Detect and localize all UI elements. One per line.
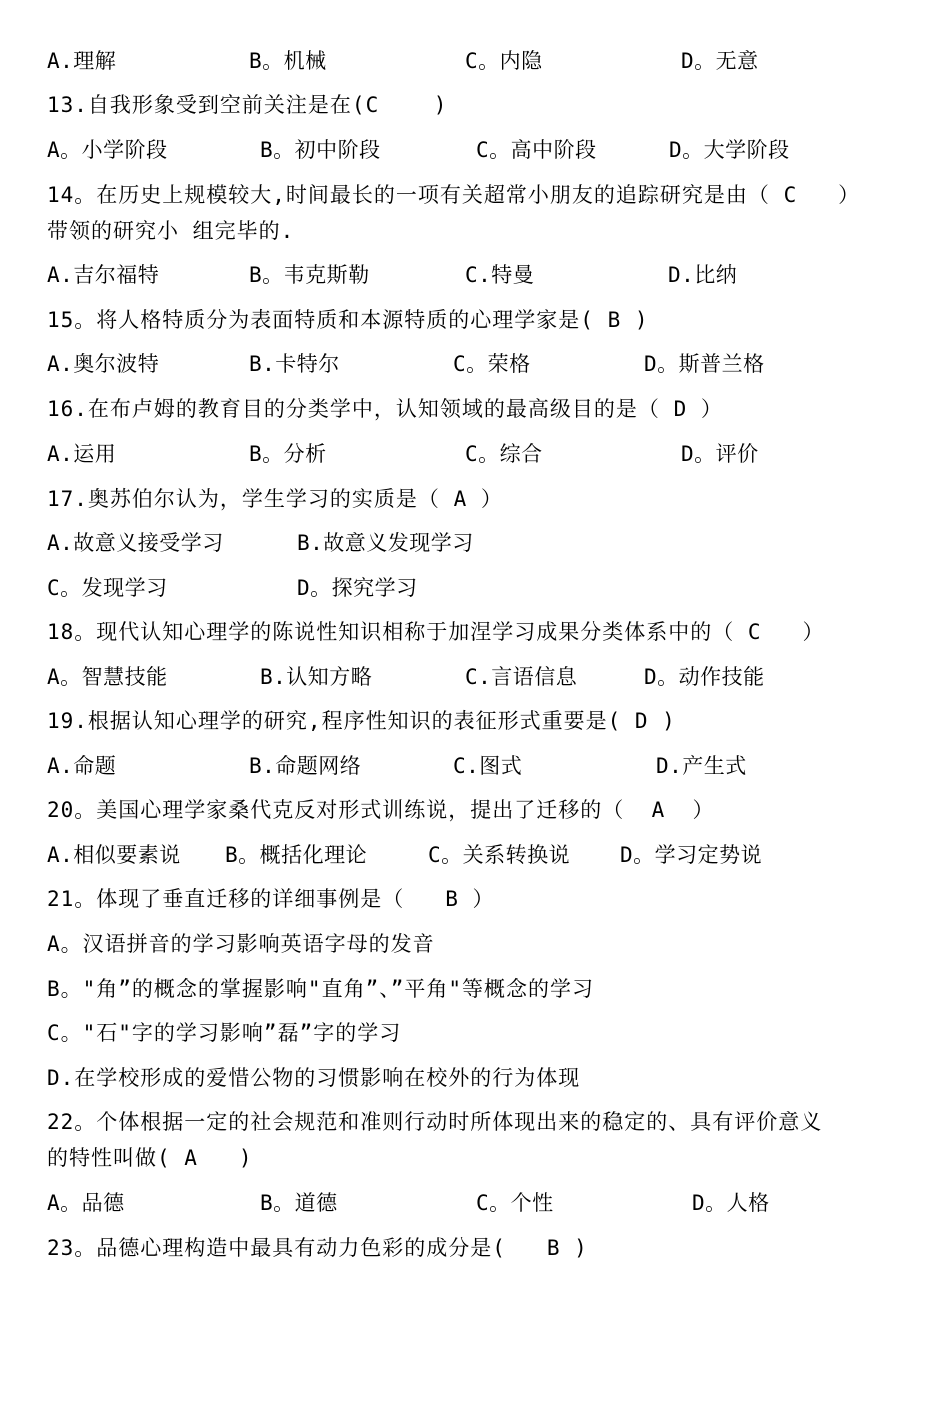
option-a: A。小学阶段 <box>47 138 168 162</box>
option-c: C。内隐 <box>465 49 543 73</box>
options-row-20 <box>47 837 910 873</box>
option-c: C。发现学习 <box>47 576 168 600</box>
option-a-line: A。汉语拼音的学习影响英语字母的发音 <box>47 932 435 956</box>
option-d: D.比纳 <box>668 263 738 287</box>
option-c-line: C。"石"字的学习影响”磊”字的学习 <box>47 1021 402 1045</box>
question-22-cont: 的特性叫做( A ) <box>47 1146 253 1170</box>
option-b: B。概括化理论 <box>225 843 368 867</box>
option-d: D。无意 <box>681 49 759 73</box>
option-d: D。人格 <box>692 1191 770 1215</box>
option-d: D.产生式 <box>656 754 747 778</box>
question-14-cont: 带领的研究小 组完毕的. <box>47 219 295 243</box>
question-16: 16.在布卢姆的教育目的分类学中，认知领域的最高级目的是（ D ） <box>47 397 723 421</box>
option-b: B.认知方略 <box>260 665 373 689</box>
option-d-line: D.在学校形成的爱惜公物的习惯影响在校外的行为体现 <box>47 1066 581 1090</box>
option-a: A.理解 <box>47 49 117 73</box>
option-a: A。智慧技能 <box>47 665 168 689</box>
options-row-13 <box>47 132 910 168</box>
option-b: B.命题网络 <box>249 754 362 778</box>
option-a: A.奥尔波特 <box>47 352 160 376</box>
options-row-14 <box>47 257 910 293</box>
options-row-15 <box>47 346 910 382</box>
option-b: B.故意义发现学习 <box>297 531 474 555</box>
option-a: A.相似要素说 <box>47 843 181 867</box>
question-21: 21。体现了垂直迁移的详细事例是（ B ） <box>47 887 495 911</box>
option-a: A.运用 <box>47 442 117 466</box>
option-c: C。荣格 <box>453 352 531 376</box>
option-d: D。斯普兰格 <box>644 352 765 376</box>
option-c: C.特曼 <box>465 263 535 287</box>
option-c: C。关系转换说 <box>428 843 571 867</box>
option-d: D。动作技能 <box>644 665 765 689</box>
option-c: C。综合 <box>465 442 543 466</box>
option-d: D。学习定势说 <box>620 843 763 867</box>
option-a: A.命题 <box>47 754 117 778</box>
options-row-18 <box>47 659 910 695</box>
option-c: C.图式 <box>453 754 523 778</box>
option-b: B。韦克斯勒 <box>249 263 370 287</box>
option-b: B.卡特尔 <box>249 352 340 376</box>
question-15: 15。将人格特质分为表面特质和本源特质的心理学家是( B ) <box>47 308 649 332</box>
option-d: D。评价 <box>681 442 759 466</box>
option-a: A.吉尔福特 <box>47 263 160 287</box>
options-row-16 <box>47 436 910 472</box>
option-d: D。大学阶段 <box>669 138 790 162</box>
option-b: B。机械 <box>249 49 327 73</box>
option-b: B。分析 <box>249 442 327 466</box>
question-20: 20。美国心理学家桑代克反对形式训练说，提出了迁移的（ A ） <box>47 798 715 822</box>
option-b-line: B。"角”的概念的掌握影响"直角”、”平角"等概念的学习 <box>47 977 594 1001</box>
option-a: A。品德 <box>47 1191 125 1215</box>
question-23: 23。品德心理构造中最具有动力色彩的成分是( B ) <box>47 1236 588 1260</box>
question-18: 18。现代认知心理学的陈说性知识相称于加涅学习成果分类体系中的（ C ） <box>47 620 825 644</box>
question-22: 22。个体根据一定的社会规范和准则行动时所体现出来的稳定的、具有评价意义 <box>47 1110 823 1134</box>
question-13: 13.自我形象受到空前关注是在(C ) <box>47 93 448 117</box>
option-b: B。初中阶段 <box>260 138 381 162</box>
option-c: C。高中阶段 <box>476 138 597 162</box>
question-17: 17.奥苏伯尔认为，学生学习的实质是（ A ） <box>47 487 503 511</box>
options-row-12 <box>47 43 910 79</box>
options-row-19 <box>47 748 910 784</box>
question-19: 19.根据认知心理学的研究,程序性知识的表征形式重要是( D ) <box>47 709 676 733</box>
question-14: 14。在历史上规模较大,时间最长的一项有关超常小朋友的追踪研究是由（ C ） <box>47 183 861 207</box>
options-row-17a <box>47 525 910 561</box>
option-d: D。探究学习 <box>297 576 418 600</box>
options-row-22 <box>47 1185 910 1221</box>
option-c: C.言语信息 <box>465 665 578 689</box>
options-row-17b <box>47 570 910 606</box>
option-c: C。个性 <box>476 1191 554 1215</box>
option-b: B。道德 <box>260 1191 338 1215</box>
option-a: A.故意义接受学习 <box>47 531 224 555</box>
